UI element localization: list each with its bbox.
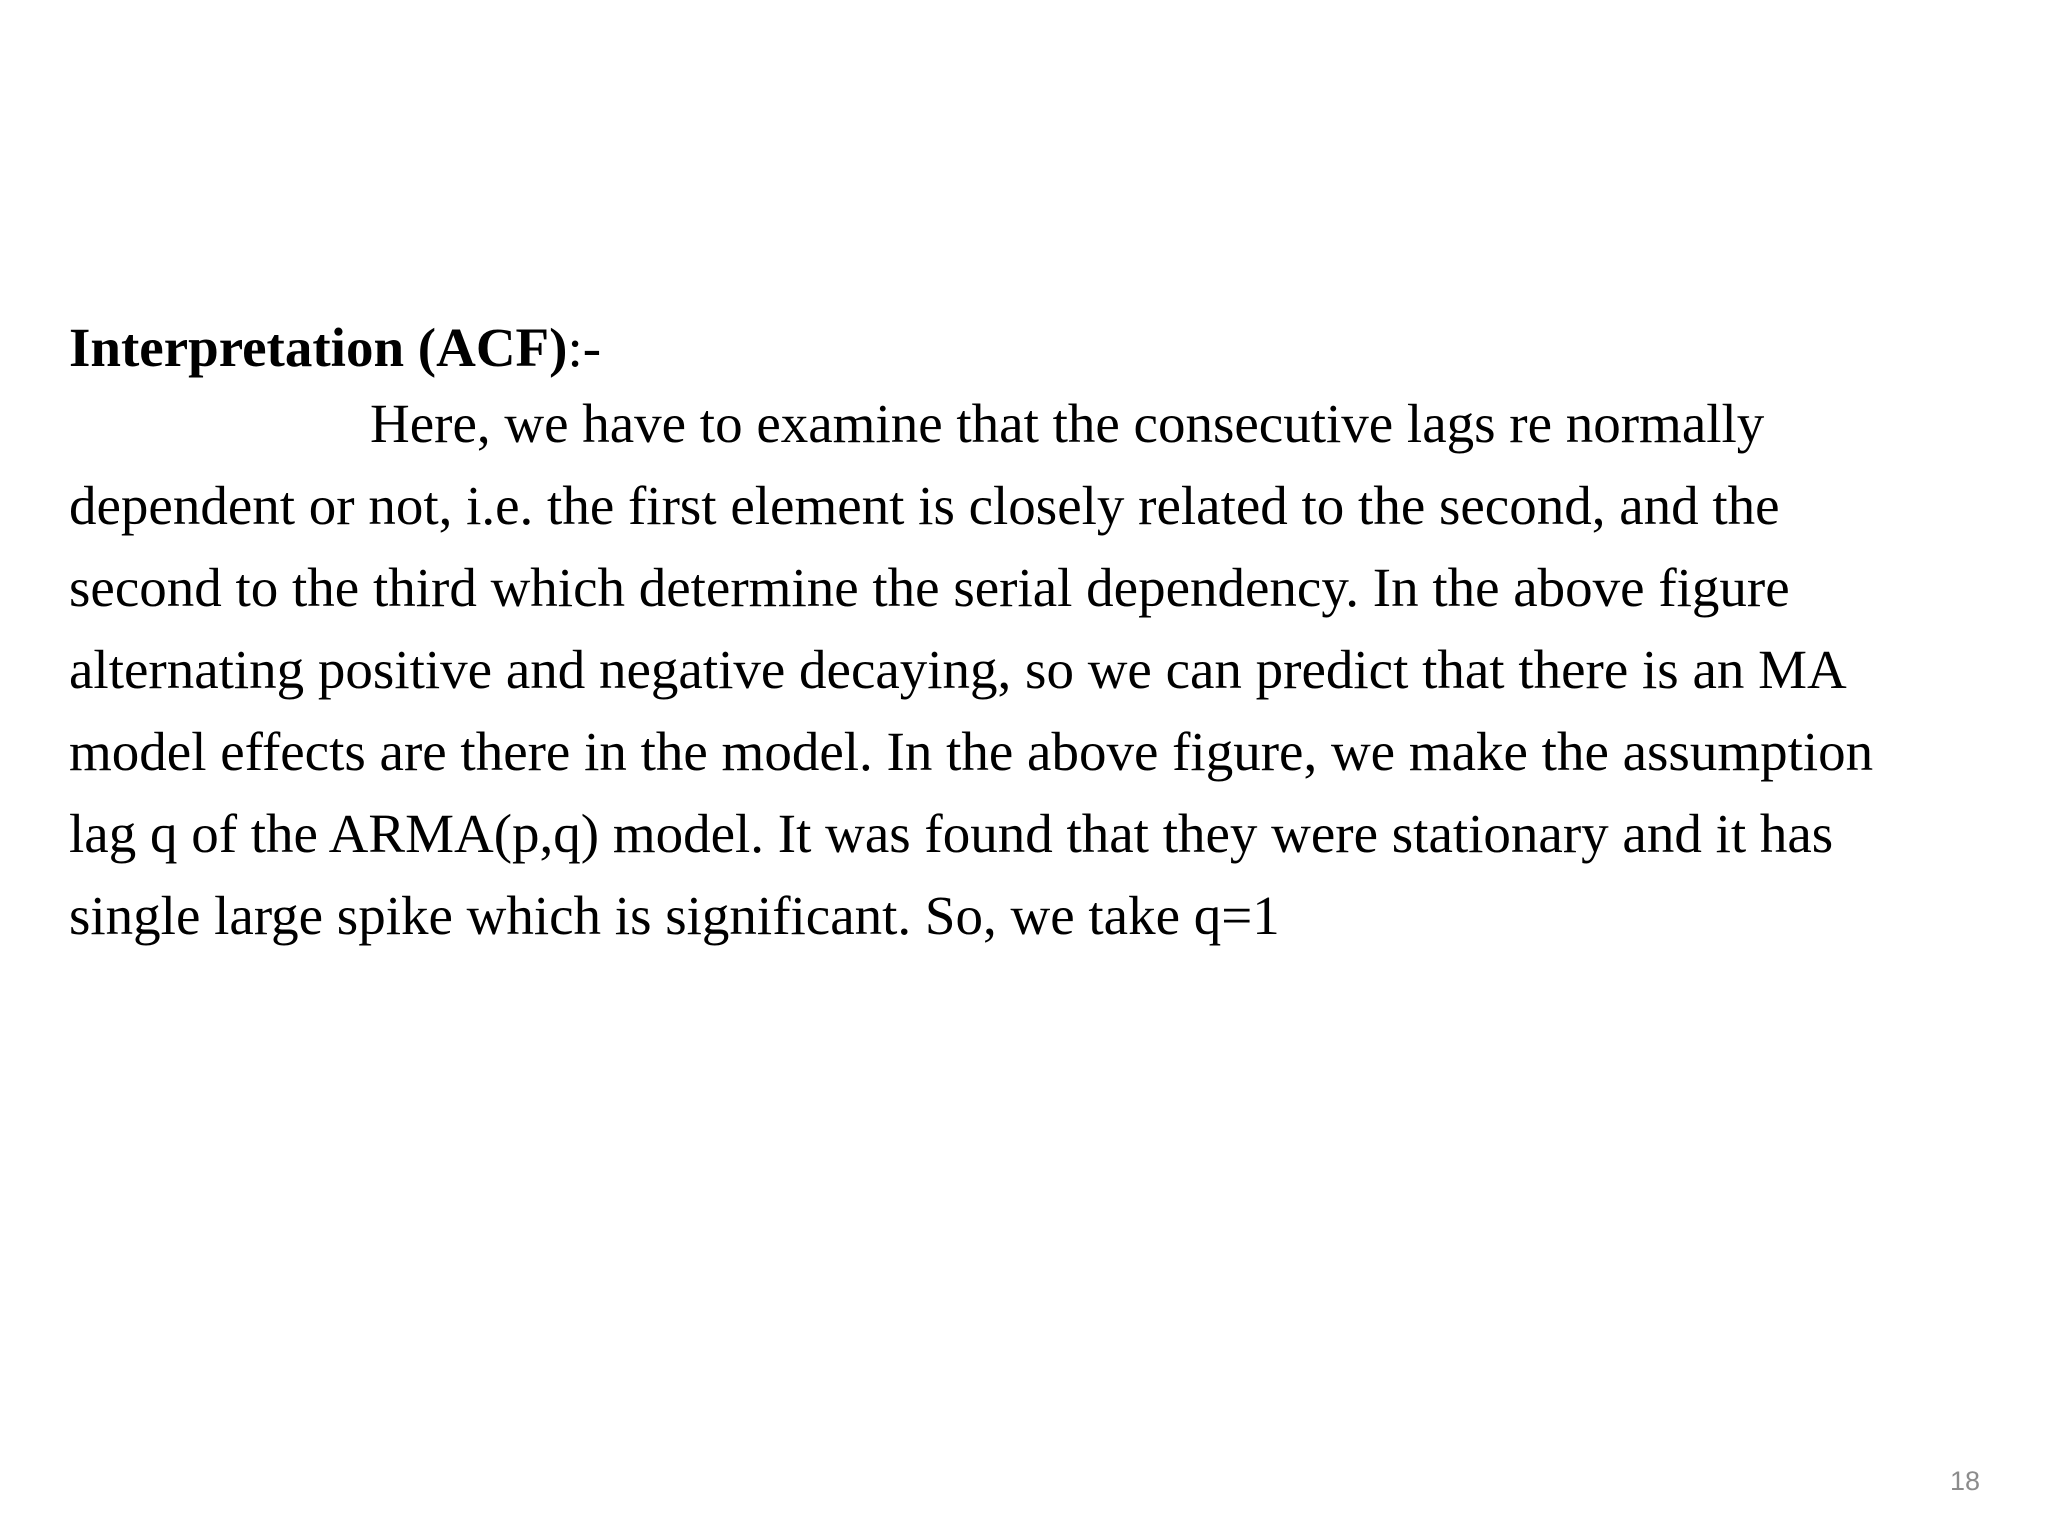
paragraph-line: single large spike which is significant. So, we take q=1: [69, 885, 1280, 946]
paragraph-line: lag q of the ARMA(p,q) model. It was found that they were stationary and it has: [69, 803, 1834, 864]
page-number: 18: [1949, 1466, 1980, 1496]
paragraph-line: dependent or not, i.e. the first element is closely related to the second, and the: [69, 475, 1780, 536]
interpretation-section: [69, 313, 1994, 957]
paragraph-line: Here, we have to examine that the consecutive lags re normally: [370, 393, 1765, 454]
section-heading: [69, 313, 1994, 383]
paragraph-line: alternating positive and negative decaying, so we can predict that there is an MA: [69, 639, 1847, 700]
heading-suffix: :-: [567, 317, 602, 378]
heading-title: Interpretation (ACF): [69, 317, 568, 378]
paragraph-line: second to the third which determine the serial dependency. In the above figure: [69, 557, 1790, 618]
paragraph-line: model effects are there in the model. In the above figure, we make the assumption: [69, 721, 1874, 782]
